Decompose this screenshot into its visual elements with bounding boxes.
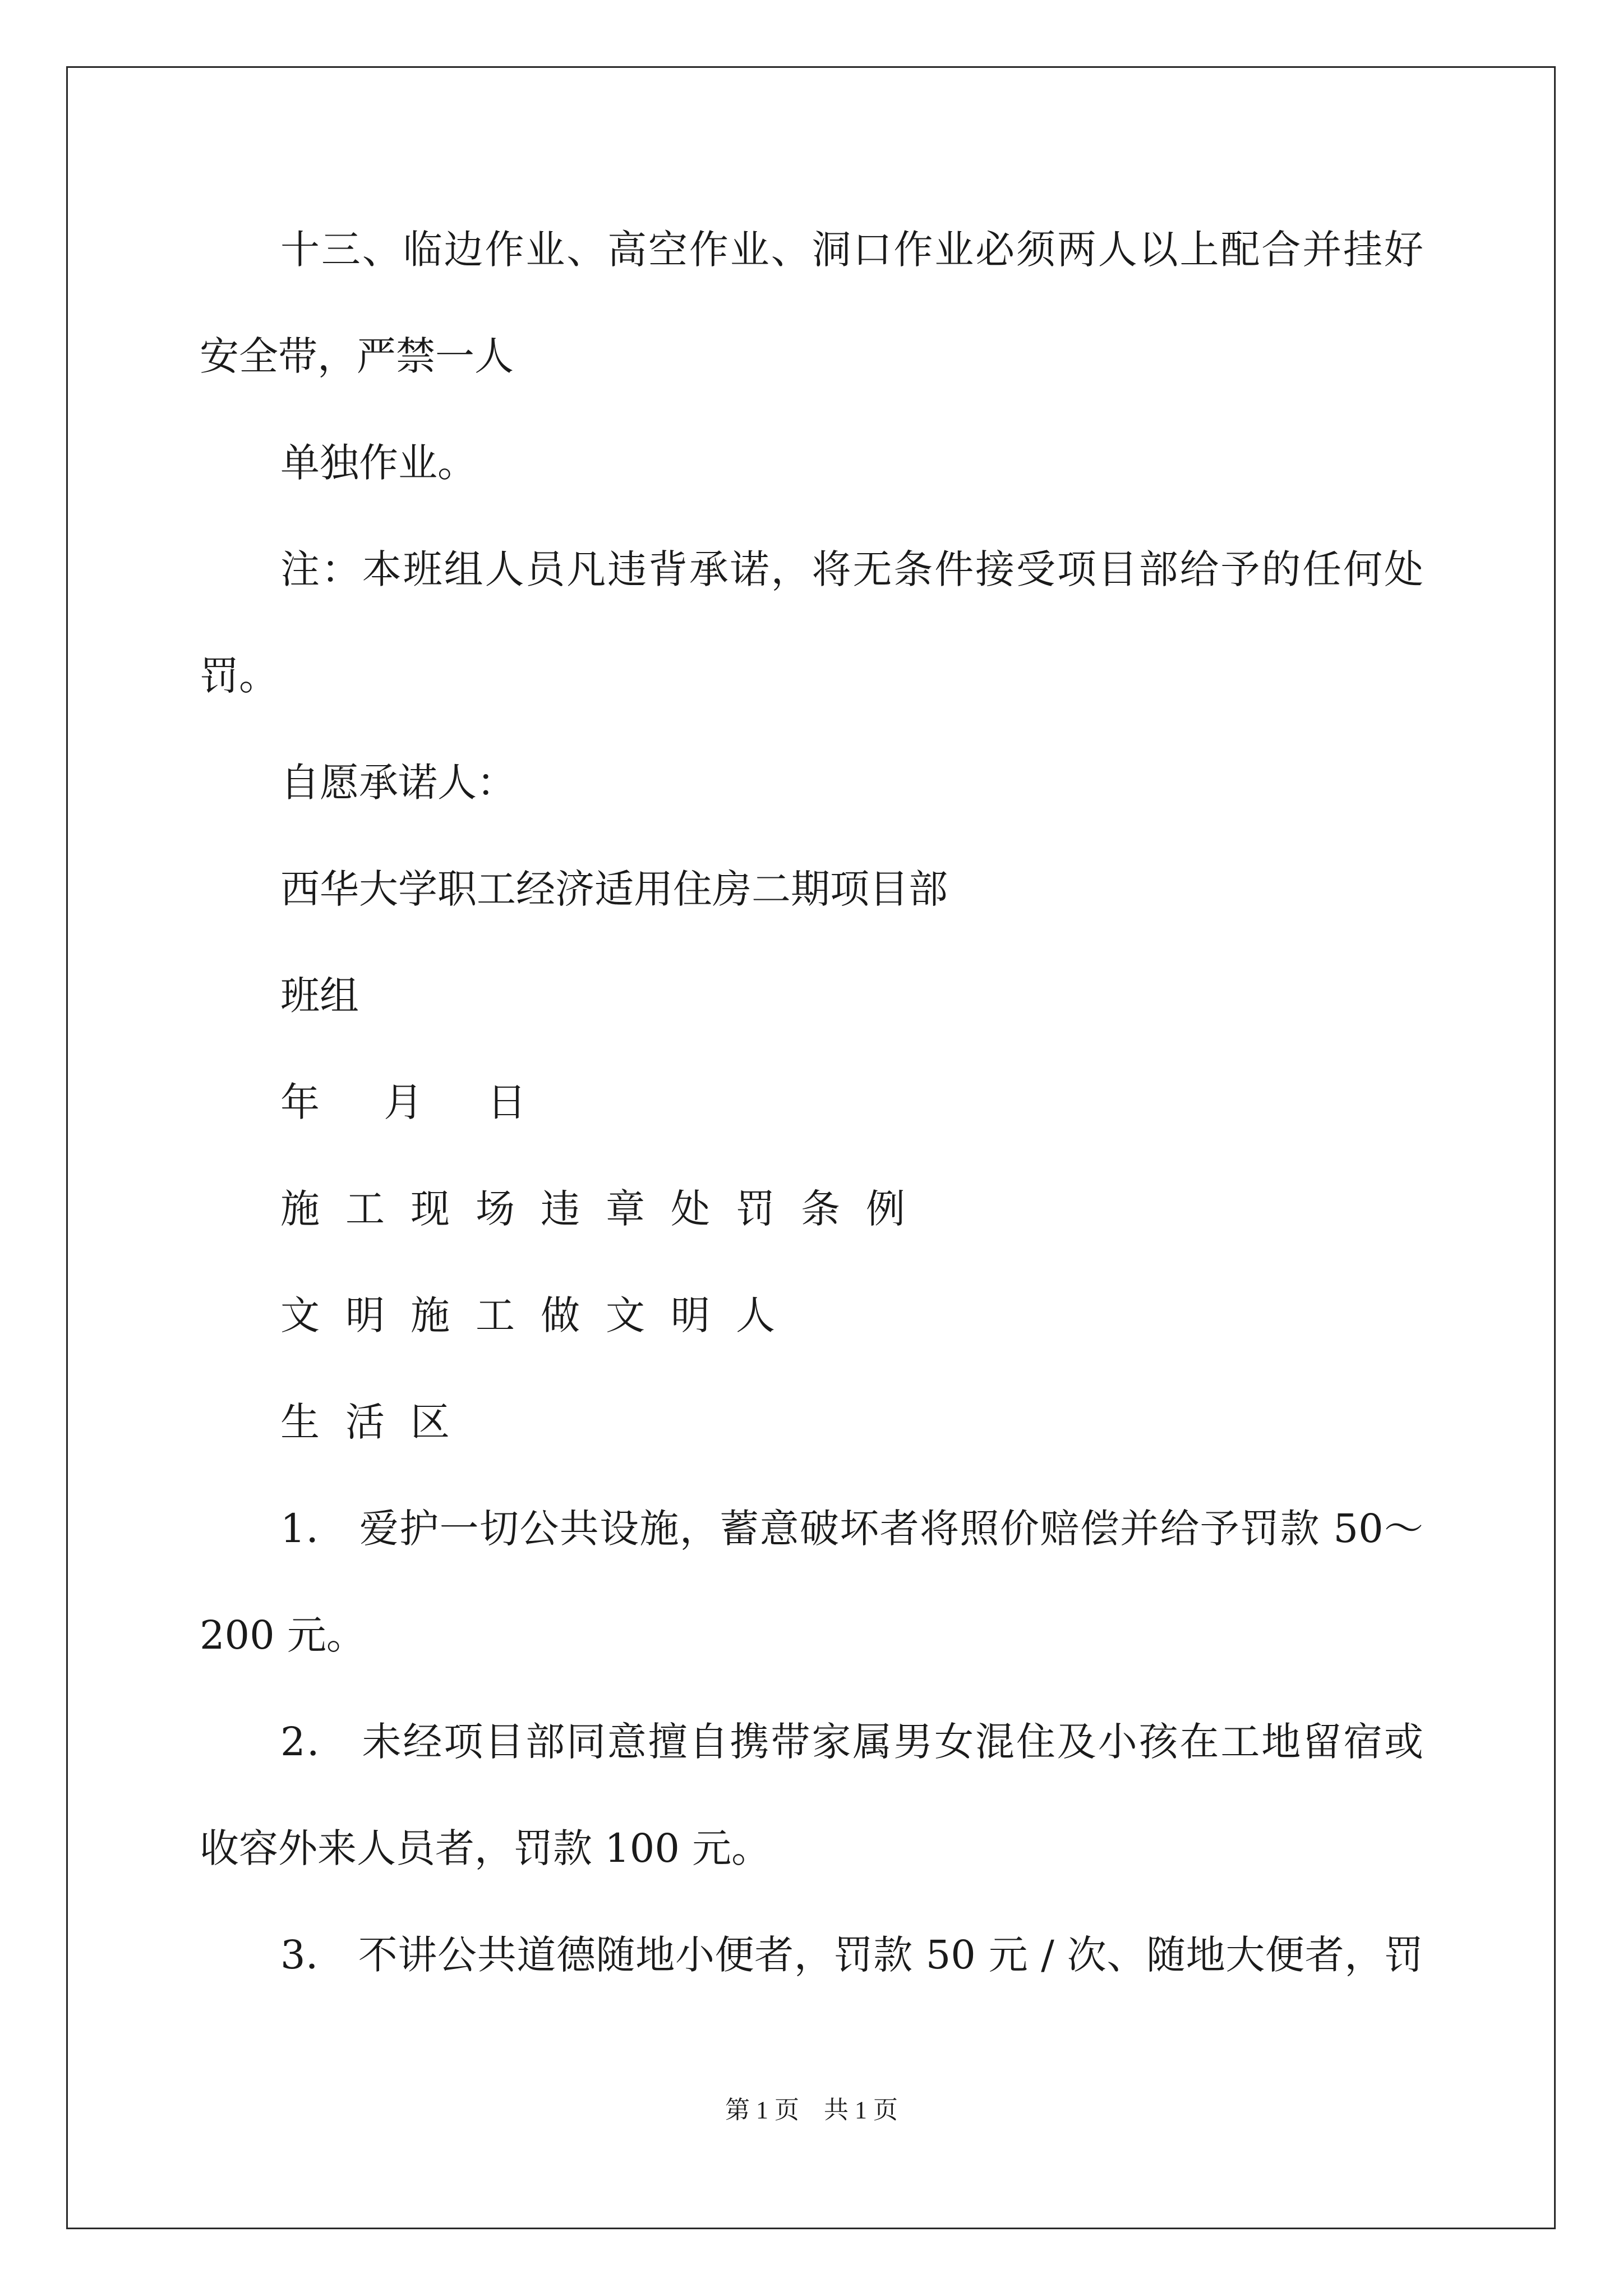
- paragraph-line: 西华大学职工经济适用住房二期项目部: [280, 866, 948, 912]
- paragraph-line: 注：本班组人员凡违背承诺，将无条件接受项目部给予的任何处: [280, 546, 1423, 592]
- paragraph-line: 2． 未经项目部同意擅自携带家属男女混住及小孩在工地留宿或: [280, 1719, 1423, 1765]
- paragraph-line: 收容外来人员者，罚款 100 元。: [200, 1825, 771, 1871]
- paragraph-line: 自愿承诺人：: [280, 760, 516, 806]
- paragraph-line: 班组: [280, 973, 359, 1019]
- section-heading: 文明施工做文明人: [280, 1292, 801, 1338]
- page-border: [66, 66, 1556, 2229]
- paragraph-line: 罚。: [200, 653, 278, 699]
- paragraph-line: 1． 爱护一切公共设施，蓄意破坏者将照价赔偿并给予罚款 50～: [280, 1506, 1423, 1552]
- page-footer: 第 1 页 共 1 页: [725, 2096, 898, 2124]
- paragraph-line: 安全带，严禁一人: [200, 333, 514, 379]
- section-heading: 施工现场违章处罚条例: [280, 1186, 931, 1232]
- paragraph-line: 单独作业。: [280, 440, 477, 486]
- paragraph-line: 200 元。: [200, 1612, 366, 1658]
- paragraph-line: 年 月 日: [280, 1079, 552, 1125]
- paragraph-line: 3． 不讲公共道德随地小便者，罚款 50 元 / 次、随地大便者，罚: [280, 1932, 1423, 1978]
- paragraph-line: 十三、临边作业、高空作业、洞口作业必须两人以上配合并挂好: [280, 227, 1423, 273]
- section-heading: 生活区: [280, 1399, 476, 1445]
